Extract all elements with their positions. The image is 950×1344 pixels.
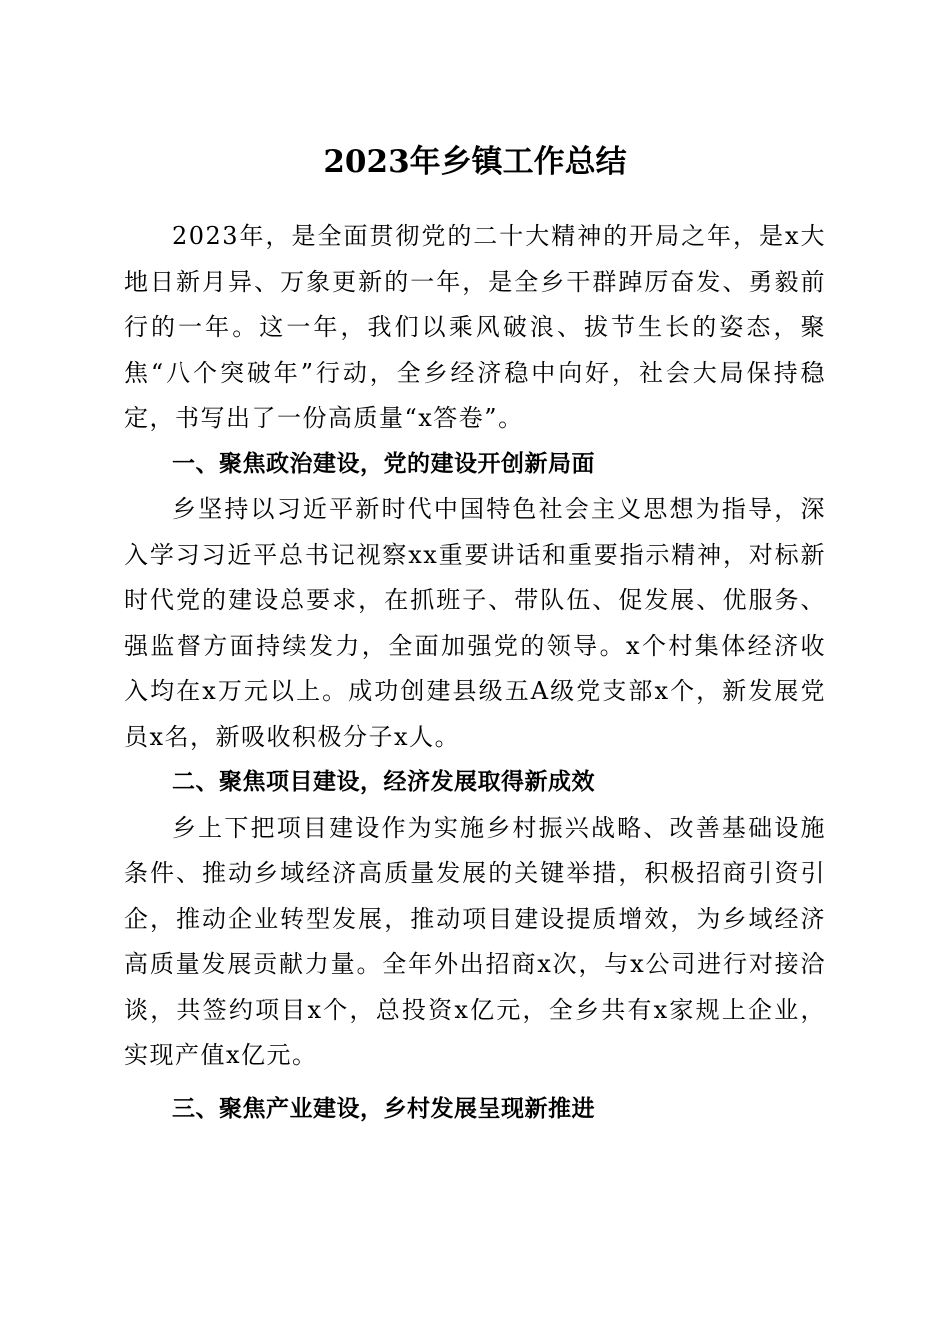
section-3-heading: 三、聚焦产业建设，乡村发展呈现新推进 <box>172 1095 595 1122</box>
section-2-paragraph: 乡上下把项目建设作为实施乡村振兴战略、改善基础设施条件、推动乡域经济高质量发展的关键举措，积极招商引资引企，推动企业转型发展，推动项目建设提质增效，为乡域经济高质量发展贡献力量。全年外出招商x次，与x公司进行对接洽谈，共签约项目x个，总投资x亿元，全乡共有x家规上企业，实现产值x亿元。 <box>124 813 826 1069</box>
document-body <box>124 214 826 1132</box>
section-1-paragraph: 乡坚持以习近平新时代中国特色社会主义思想为指导，深入学习习近平总书记视察xx重要讲话和重要指示精神，对标新时代党的建设总要求，在抓班子、带队伍、促发展、优服务、强监督方面持续发力，全面加强党的领导。x个村集体经济收入均在x万元以上。成功创建县级五A级党支部x个，新发展党员x名，新吸收积极分子x人。 <box>124 495 826 751</box>
section-2-heading: 二、聚焦项目建设，经济发展取得新成效 <box>172 769 595 795</box>
document-title: 2023年乡镇工作总结 <box>323 144 627 180</box>
intro-paragraph: 2023年，是全面贯彻党的二十大精神的开局之年，是x大地日新月异、万象更新的一年，是全乡干群踔厉奋发、勇毅前行的一年。这一年，我们以乘风破浪、拔节生长的姿态，聚焦“八个突破年”行动，全乡经济稳中向好，社会大局保持稳定，书写出了一份高质量“x答卷”。 <box>124 222 826 432</box>
section-1-heading: 一、聚焦政治建设，党的建设开创新局面 <box>172 450 595 477</box>
